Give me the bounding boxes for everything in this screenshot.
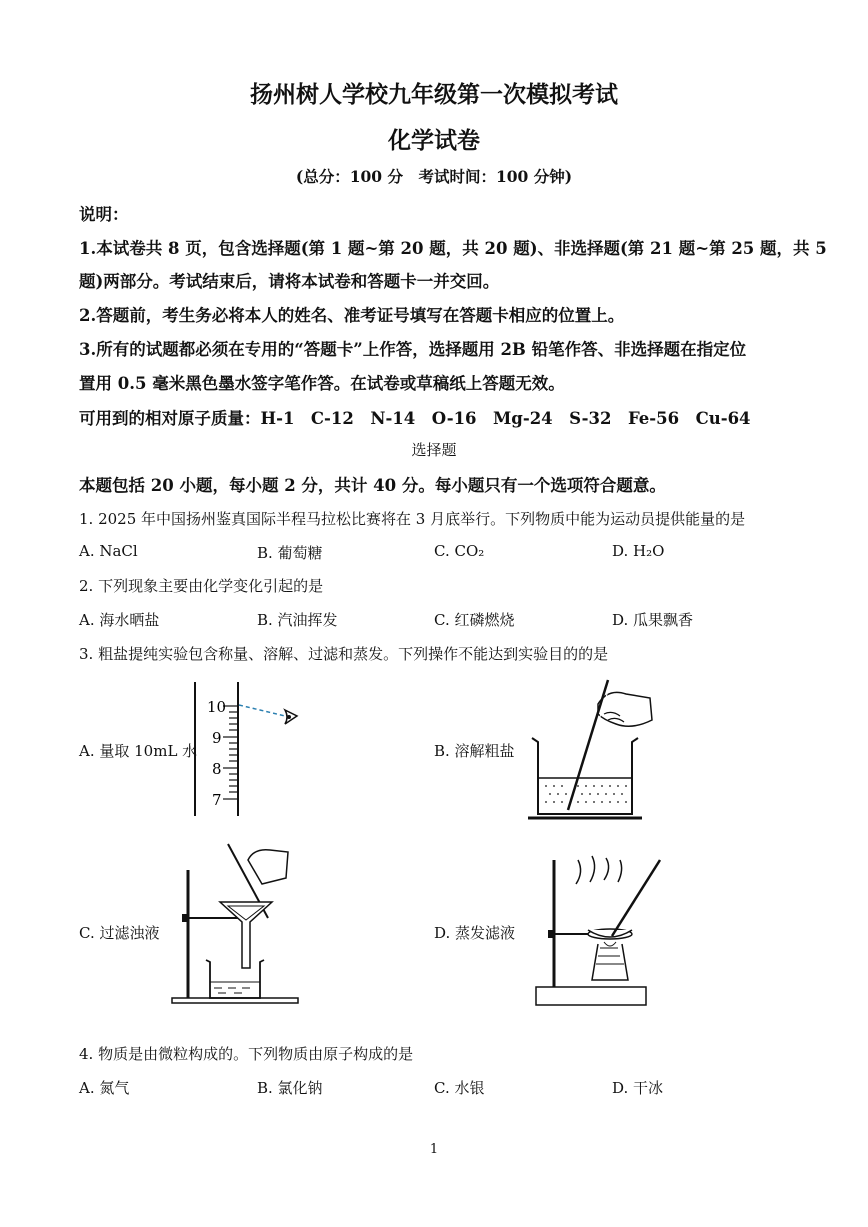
question-2-option-a: A. 海水晒盐 [79, 611, 160, 629]
question-3-option-d: D. 蒸发滤液 [434, 924, 516, 942]
cylinder-tick-label: 9 [212, 729, 222, 747]
dissolving-figure [520, 676, 660, 826]
evaporation-figure [528, 852, 668, 1012]
instruction-1-line-2: 题)两部分。考试结束后，请将本试卷和答题卡一并交回。 [79, 272, 500, 291]
question-1-option-c: C. CO₂ [434, 542, 485, 560]
question-3-option-a: A. 量取 10mL 水 [79, 742, 198, 760]
cylinder-tick-label: 7 [212, 791, 222, 809]
instruction-2: 2.答题前，考生务必将本人的姓名、准考证号填写在答题卡相应的位置上。 [79, 306, 625, 325]
section-title: 选择题 [411, 441, 457, 459]
question-1-option-b: B. 葡萄糖 [257, 544, 323, 562]
question-4-option-d: D. 干冰 [612, 1079, 664, 1097]
subject-title: 化学试卷 [388, 127, 480, 154]
alcohol-lamp-icon [592, 944, 628, 980]
question-2-option-d: D. 瓜果飘香 [612, 611, 694, 629]
instruction-1-line-1: 1.本试卷共 8 页，包含选择题(第 1 题~第 20 题，共 20 题)、非选择题(第 21 题~第 25 题，共 5 [79, 239, 827, 258]
score-info: (总分：100 分 考试时间：100 分钟) [295, 167, 573, 186]
instruction-3-line-1: 3.所有的试题都必须在专用的“答题卡”上作答，选择题用 2B 铅笔作答、非选择题在指定位 [79, 340, 747, 359]
question-1-stem: 1. 2025 年中国扬州鉴真国际半程马拉松比赛将在 3 月底举行。下列物质中能为运动员提供能量的是 [79, 510, 746, 528]
question-2-option-b: B. 汽油挥发 [257, 611, 338, 629]
filtration-figure [170, 838, 310, 1018]
graduated-cylinder-figure [185, 680, 310, 820]
section-intro: 本题包括 20 小题，每小题 2 分，共计 40 分。每小题只有一个选项符合题意。 [79, 476, 666, 495]
exam-title: 扬州树人学校九年级第一次模拟考试 [250, 81, 618, 108]
instruction-3-line-2: 置用 0.5 毫米黑色墨水签字笔作答。在试卷或草稿纸上答题无效。 [79, 374, 565, 393]
instructions-heading: 说明： [79, 205, 129, 224]
question-2-option-c: C. 红磷燃烧 [434, 611, 515, 629]
question-3-option-b: B. 溶解粗盐 [434, 742, 515, 760]
pouring-beaker-icon [248, 850, 288, 884]
question-2-stem: 2. 下列现象主要由化学变化引起的是 [79, 577, 324, 595]
question-4-stem: 4. 物质是由微粒构成的。下列物质由原子构成的是 [79, 1045, 414, 1063]
cylinder-tick-label: 8 [212, 760, 222, 778]
question-4-option-c: C. 水银 [434, 1079, 485, 1097]
question-1-option-d: D. H₂O [612, 542, 665, 560]
question-1-option-a: A. NaCl [79, 542, 138, 560]
question-3-option-c: C. 过滤浊液 [79, 924, 160, 942]
question-3-stem: 3. 粗盐提纯实验包含称量、溶解、过滤和蒸发。下列操作不能达到实验目的的是 [79, 645, 609, 663]
cylinder-tick-label: 10 [207, 698, 227, 716]
page-number: 1 [429, 1142, 439, 1157]
question-4-option-a: A. 氮气 [79, 1079, 130, 1097]
question-4-option-b: B. 氯化钠 [257, 1079, 323, 1097]
atomic-masses: 可用到的相对原子质量：H-1 C-12 N-14 O-16 Mg-24 S-32 Fe-56 Cu-64 [79, 409, 751, 428]
